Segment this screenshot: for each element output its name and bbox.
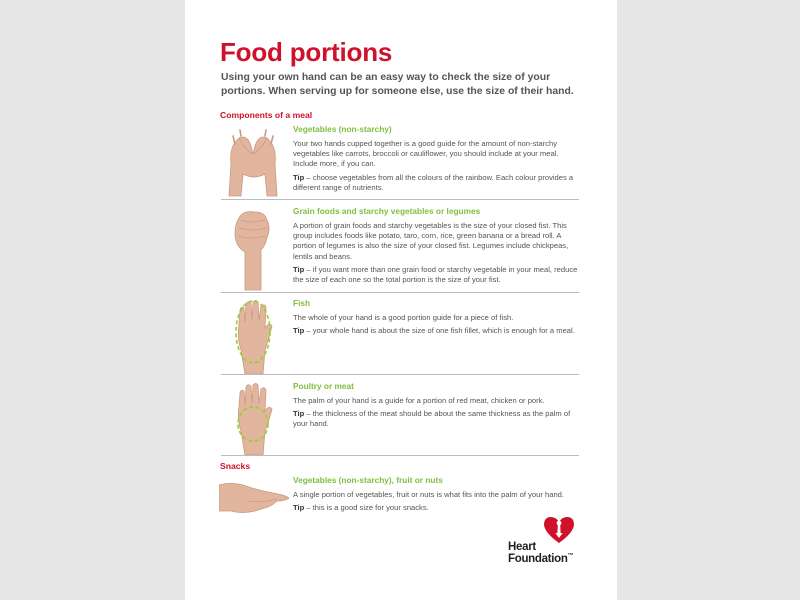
- divider: [221, 292, 579, 293]
- section-heading-snacks: Snacks: [220, 461, 251, 471]
- item-tip: [293, 503, 583, 513]
- tip-label: Tip: [293, 503, 305, 513]
- page-title: Food portions: [220, 37, 393, 67]
- divider: [221, 199, 579, 200]
- item-body: Your two hands cupped together is a good guide for the amount of non-starchy vegetables like carrots, broccoli or cauliflower, you should include at your meal. Include more, if you can.: [293, 139, 559, 169]
- intro-text: Using your own hand can be an easy way to check the size of your portions. When serving up for someone else, use the size of their hand.: [221, 72, 574, 97]
- item-tip: [293, 265, 583, 285]
- item-body: A portion of grain foods and starchy vegetables is the size of your closed fist. This group includes foods like potato, taro, corn, rice, green banana or a bread roll. A portion of legumes is also the size of your closed fist. Legumes include chickpeas, lentils and beans.: [293, 221, 569, 261]
- palm-icon: [221, 381, 287, 460]
- item-body: The whole of your hand is a good portion guide for a piece of fish.: [293, 313, 514, 322]
- item-body: A single portion of vegetables, fruit or nuts is what fits into the palm of your hand.: [293, 490, 564, 499]
- logo-foundation-word: Foundation: [508, 553, 568, 565]
- logo-text-foundation: [508, 553, 573, 565]
- logo-text-heart: Heart: [508, 541, 536, 553]
- item-tip: [293, 326, 583, 336]
- tip-text: – your whole hand is about the size of one fish fillet, which is enough for a meal.: [304, 326, 575, 336]
- portion-item-fish: [221, 298, 583, 374]
- item-heading: Grain foods and starchy vegetables or legumes: [293, 206, 481, 216]
- portion-item-poultry: [221, 381, 583, 455]
- open-palm-side-icon: [219, 475, 285, 524]
- heart-logo-icon: [542, 516, 576, 544]
- item-tip: [293, 173, 583, 193]
- divider: [221, 455, 579, 456]
- item-heading: Poultry or meat: [293, 381, 354, 391]
- portion-item-snacks: [221, 475, 583, 519]
- item-heading: Fish: [293, 298, 311, 308]
- closed-fist-icon: [221, 206, 287, 297]
- item-tip: [293, 409, 583, 429]
- document-page: [185, 0, 617, 600]
- tip-text: – choose vegetables from all the colours of the rainbow. Each colour provides a different range of nutrients.: [293, 172, 574, 192]
- item-heading: Vegetables (non-starchy), fruit or nuts: [293, 475, 443, 485]
- section-heading-meal: Components of a meal: [220, 110, 313, 120]
- tip-label: Tip: [293, 409, 305, 419]
- tip-label: Tip: [293, 264, 305, 274]
- trademark-symbol: ™: [567, 553, 574, 559]
- divider: [221, 374, 579, 375]
- item-body: The palm of your hand is a guide for a portion of red meat, chicken or pork.: [293, 396, 545, 405]
- tip-text: – this is a good size for your snacks.: [304, 503, 429, 513]
- whole-hand-icon: [221, 298, 287, 379]
- tip-label: Tip: [293, 326, 305, 336]
- cupped-hands-icon: [221, 124, 287, 203]
- tip-label: Tip: [293, 172, 305, 182]
- portion-item-vegetables: [221, 124, 583, 198]
- portion-item-grains: [221, 206, 583, 292]
- heart-foundation-logo: [508, 516, 586, 572]
- tip-text: – if you want more than one grain food or starchy vegetable in your meal, reduce the size of each one so the total portion is the size of your fist.: [293, 264, 578, 285]
- tip-text: – the thickness of the meat should be about the same thickness as the palm of your hand.: [293, 409, 571, 429]
- item-heading: Vegetables (non-starchy): [293, 124, 392, 134]
